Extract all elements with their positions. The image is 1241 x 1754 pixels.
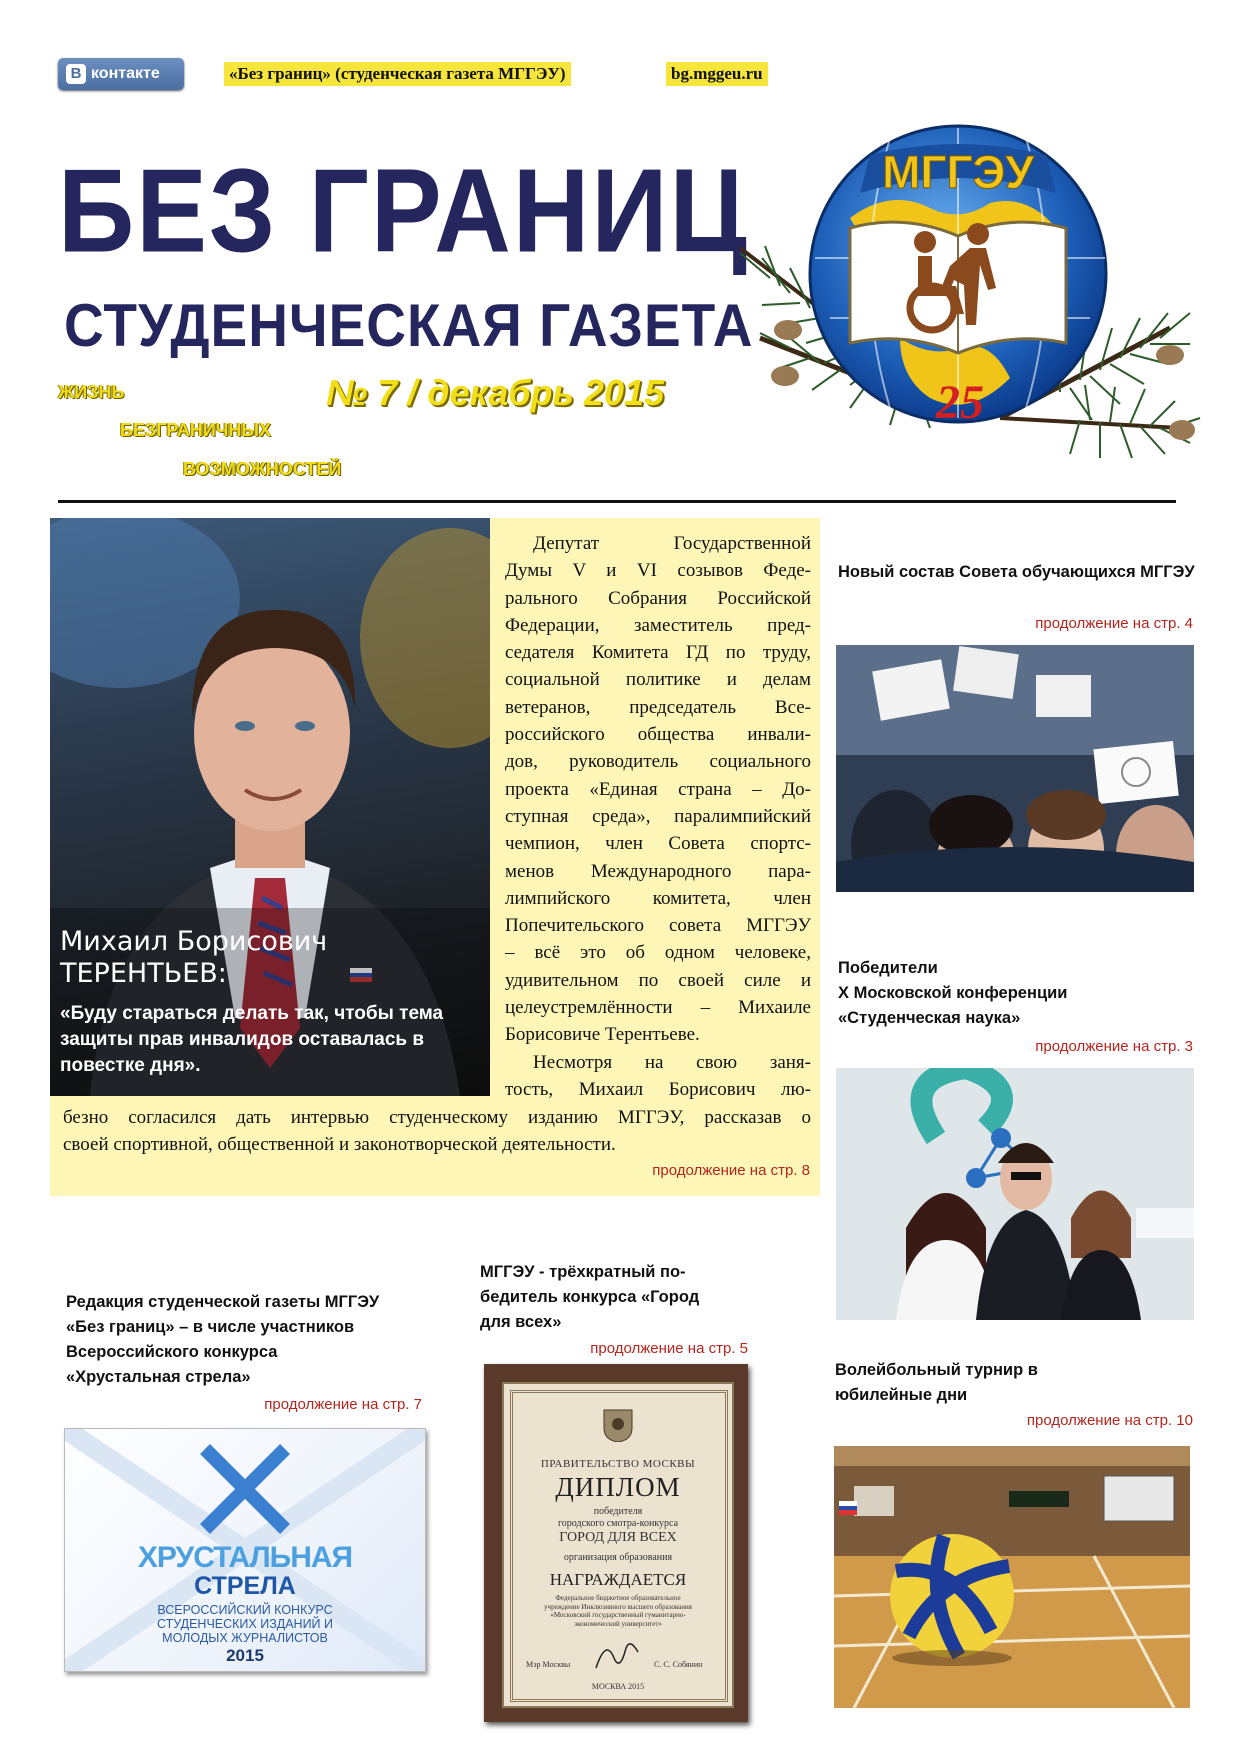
feature-body-line: удивительном по своей силе и <box>505 969 811 991</box>
feature-body-line: ветеранов, председатель Все- <box>505 696 811 718</box>
council-photo <box>836 645 1194 892</box>
diploma-mayor: Мэр Москвы <box>526 1660 571 1669</box>
feature-body-line: Несмотря на свою заня- <box>533 1051 811 1073</box>
diploma-line-1: победителя <box>593 1506 643 1517</box>
side-1-continue-link[interactable]: продолжение на стр. 4 <box>1035 615 1193 632</box>
diploma-award: НАГРАЖДАЕТСЯ <box>549 1570 687 1589</box>
feature-continue-link[interactable]: продолжение на стр. 8 <box>652 1162 810 1179</box>
feature-body-line: Попечительского совета МГГЭУ <box>505 915 811 937</box>
bottom-2-headline-line-3: для всех» <box>480 1313 562 1331</box>
feature-body-line: лимпийского комитета, член <box>505 887 811 909</box>
diploma-org <box>504 1594 732 1628</box>
side-2-continue-link[interactable]: продолжение на стр. 3 <box>1035 1038 1193 1055</box>
feature-name-line2: ТЕРЕНТЬЕВ: <box>60 958 227 989</box>
diploma-org-1: Федеральное бюджетное образовательное <box>555 1594 681 1602</box>
diploma-signer: С. С. Собянин <box>654 1660 703 1669</box>
diploma-lines <box>504 1506 732 1564</box>
crystal-year: 2015 <box>226 1646 264 1665</box>
feature-body-line: рального Собрания Российской <box>505 587 811 609</box>
feature-body-line: чемпион, член Совета спортс- <box>505 833 811 855</box>
crystal-sub-2: СТУДЕНЧЕСКИХ ИЗДАНИЙ И <box>156 1617 334 1631</box>
header-divider <box>58 500 1176 503</box>
crystal-sub-3: МОЛОДЫХ ЖУРНАЛИСТОВ <box>162 1631 328 1645</box>
bottom-1-headline-line-3: Всероссийского конкурса <box>66 1343 278 1361</box>
feature-body-line: Депутат Государственной <box>533 533 811 554</box>
bottom-1-headline-line-1: Редакция студенческой газеты МГГЭУ <box>66 1293 380 1311</box>
crystal-arrow-banner <box>64 1428 426 1672</box>
issue-number: № 7 / декабрь 2015 <box>326 372 665 413</box>
bottom-1-continue-link[interactable]: продолжение на стр. 7 <box>264 1396 422 1413</box>
bottom-2-headline[interactable] <box>480 1260 760 1335</box>
diploma-title: ДИПЛОМ <box>555 1472 681 1502</box>
slogan-line-2: БЕЗГРАНИЧНЫХ <box>120 420 272 440</box>
vk-label: контакте <box>91 65 160 82</box>
feature-body <box>505 530 811 1103</box>
vk-button[interactable] <box>58 58 184 90</box>
bottom-2-continue-link[interactable]: продолжение на стр. 5 <box>590 1340 748 1357</box>
logo-name: МГГЭУ <box>882 146 1034 198</box>
mggeu-logo <box>700 108 1220 488</box>
open-book-icon <box>850 222 1066 354</box>
feature-wide-line-1: безно согласился дать интервью студенческому изданию МГГЭУ, рассказав о <box>63 1107 811 1128</box>
feature-body-line: социальной политике и делам <box>505 669 811 691</box>
feature-portrait <box>50 518 490 1096</box>
moscow-emblem-icon <box>602 1408 634 1442</box>
feature-body-line: российского общества инвали- <box>505 724 811 746</box>
diploma-city: МОСКВА 2015 <box>591 1682 645 1691</box>
conference-photo <box>836 1068 1194 1320</box>
side-2-headline-line-2: X Московской конференции <box>838 984 1068 1002</box>
bottom-1-headline[interactable] <box>66 1290 446 1390</box>
feature-body-line: целеустремлённости – Михаиле <box>505 997 811 1019</box>
diploma-line-4: организация образования <box>563 1552 673 1563</box>
side-1-headline[interactable]: Новый состав Совета обучающихся МГГЭУ <box>838 563 1195 581</box>
feature-quote: «Буду стараться делать так, чтобы тема защиты прав инвалидов оставалась в повестке дня». <box>60 1003 444 1076</box>
crystal-sub-1: ВСЕРОССИЙСКИЙ КОНКУРС <box>157 1603 333 1617</box>
side-3-continue-link[interactable]: продолжение на стр. 10 <box>1026 1412 1193 1429</box>
feature-name-line1: Михаил Борисович <box>60 926 328 957</box>
feature-body-line: менов Международного пара- <box>505 860 811 882</box>
masthead-subtitle: СТУДЕНЧЕСКАЯ ГАЗЕТА <box>64 291 754 360</box>
side-3-headline[interactable] <box>835 1358 1205 1408</box>
crystal-title-1: ХРУСТАЛЬНАЯ <box>137 1541 353 1574</box>
feature-body-line: дов, руководитель социального <box>505 751 811 773</box>
diploma-sheet <box>502 1382 734 1708</box>
bottom-2-headline-line-2: бедитель конкурса «Город <box>480 1288 700 1306</box>
bottom-2-headline-line-1: МГГЭУ - трёхкратный по- <box>480 1263 686 1281</box>
feature-body-line: Федерации, заместитель пред- <box>505 614 811 636</box>
crystal-arrow-logo-icon <box>205 1449 285 1529</box>
diploma-line-2: городского смотра-конкурса <box>557 1518 679 1529</box>
diploma-line-3: ГОРОД ДЛЯ ВСЕХ <box>559 1530 677 1545</box>
feature-wide-line-2: своей спортивной, общественной и законотворческой деятельности. <box>63 1134 616 1156</box>
paper-tag: «Без границ» (студенческая газета МГГЭУ) <box>224 62 571 86</box>
feature-body-line: ступная среда», паралимпийский <box>505 805 811 827</box>
feature-body-line: Борисовиче Терентьеве. <box>505 1024 700 1046</box>
feature-body-line: проекта «Единая страна – До- <box>505 778 811 800</box>
side-3-headline-line-1: Волейбольный турнир в <box>835 1361 1038 1379</box>
anniversary-number: 25 <box>936 376 984 429</box>
feature-body-line: тость, Михаил Борисович лю- <box>505 1078 811 1100</box>
feature-body-line: – всё это об одном человеке, <box>505 942 811 964</box>
signature-mark <box>592 1640 642 1674</box>
diploma-org-2: учреждение Инклюзивного высшего образования <box>544 1602 692 1611</box>
diploma-org-4: экономический университет» <box>574 1619 662 1628</box>
crystal-subtitle <box>65 1603 425 1645</box>
volleyball-photo <box>834 1446 1190 1708</box>
bottom-1-headline-line-4: «Хрустальная стрела» <box>66 1368 251 1386</box>
side-3-headline-line-2: юбилейные дни <box>835 1386 968 1404</box>
slogan-line-1: ЖИЗНЬ <box>58 382 125 402</box>
side-2-headline-line-1: Победители <box>838 959 938 977</box>
side-2-headline[interactable] <box>838 956 1208 1031</box>
bottom-1-headline-line-2: «Без границ» – в числе участников <box>66 1318 355 1336</box>
diploma-gov: ПРАВИТЕЛЬСТВО МОСКВЫ <box>540 1458 696 1470</box>
slogan-line-3: ВОЗМОЖНОСТЕЙ <box>183 459 342 479</box>
side-2-headline-line-3: «Студенческая наука» <box>838 1009 1021 1027</box>
site-link[interactable]: bg.mggeu.ru <box>666 62 768 86</box>
feature-body-wide <box>63 1104 811 1159</box>
vk-logo-icon: В <box>66 64 86 84</box>
diploma-plaque <box>484 1364 748 1722</box>
crystal-title-2: СТРЕЛА <box>194 1572 296 1600</box>
feature-body-line: седателя Комитета ГД по труду, <box>505 642 811 664</box>
masthead-title: БЕЗ ГРАНИЦ <box>58 145 749 278</box>
feature-body-line: Думы V и VI созывов Феде- <box>505 560 811 582</box>
diploma-org-3: «Московский государственный гуманитарно- <box>550 1611 686 1619</box>
